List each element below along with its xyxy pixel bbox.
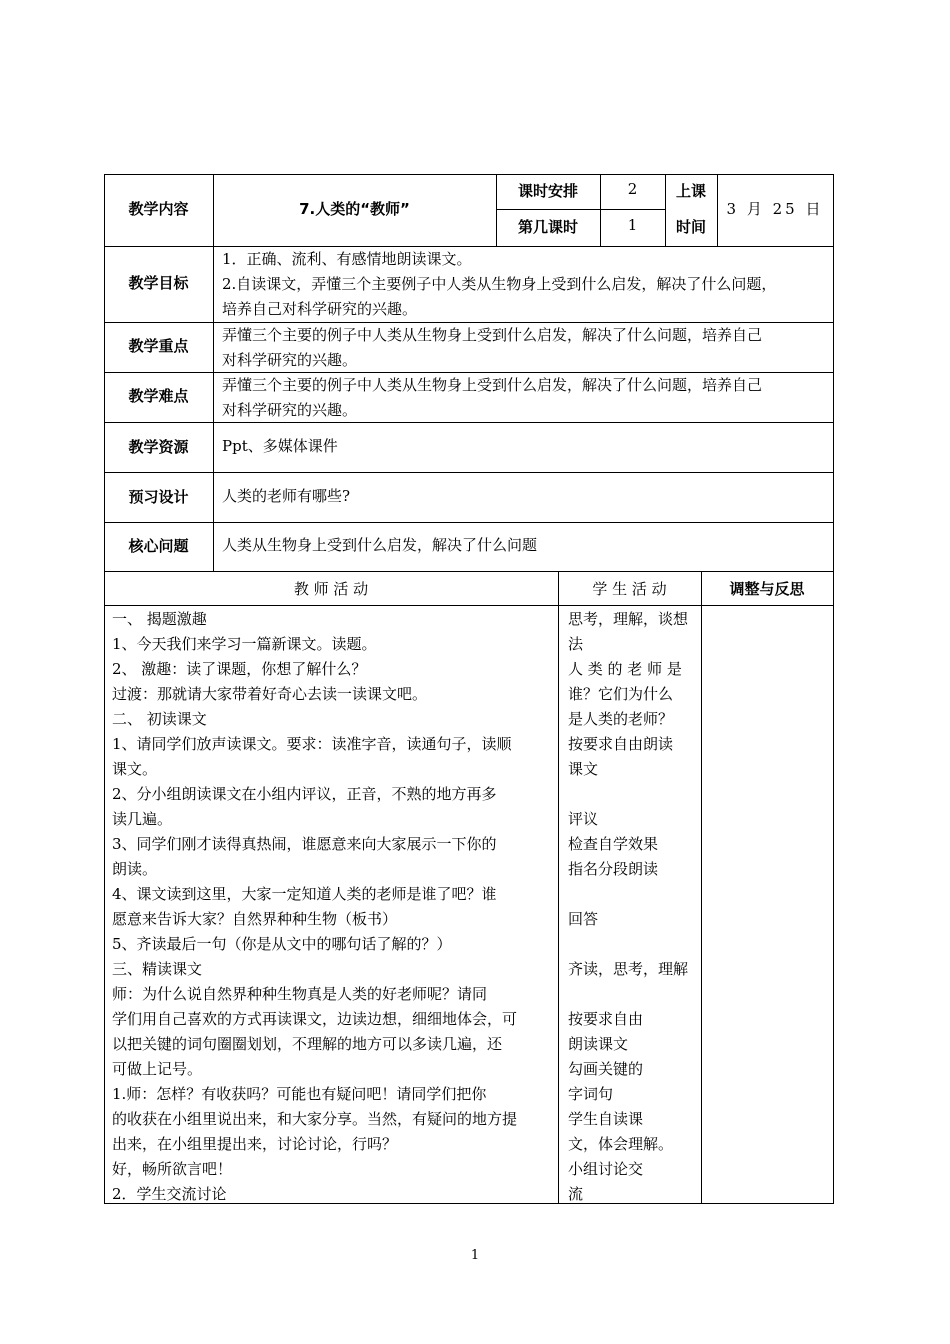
teacher-activity-line: 课文。 <box>112 760 158 778</box>
teacher-activity-line: 以把关键的词句圈圈划划，不理解的地方可以多读几遍，还 <box>112 1035 503 1053</box>
student-activity-line: 字词句 <box>568 1085 614 1103</box>
preview-text: 人类的老师有哪些? <box>222 487 351 505</box>
preview-label: 预习设计 <box>128 488 189 506</box>
teacher-activity-line: 5、齐读最后一句（你是从文中的哪句话了解的？） <box>112 935 452 953</box>
teacher-activity-text <box>112 607 553 1207</box>
teacher-activity-line: 1、请同学们放声读课文。要求：读准字音，读通句子，读顺 <box>112 735 512 753</box>
page-number: 1 <box>470 1248 480 1263</box>
student-activity-line <box>568 932 696 957</box>
student-activity-line: 文，体会理解。 <box>568 1135 674 1153</box>
content-label: 教学内容 <box>128 200 189 218</box>
difficult-points-line: 弄懂三个主要的例子中人类从生物身上受到什么启发，解决了什么问题，培养自己 <box>222 376 763 394</box>
lesson-number-value: 1 <box>627 216 638 234</box>
student-activity-line: 评议 <box>568 810 599 828</box>
student-activity-line: 谁？它们为什么 <box>568 685 674 703</box>
class-date-value: 3 月 25 日 <box>726 200 824 218</box>
teacher-activity-line: 2．学生交流讨论 <box>112 1185 227 1203</box>
goals-text <box>222 247 827 322</box>
student-activity-line: 回答 <box>568 910 599 928</box>
adjust-reflect-header: 调整与反思 <box>729 580 805 598</box>
teacher-activity-line: 1.师：怎样？有收获吗？可能也有疑问吧！请同学们把你 <box>112 1085 487 1103</box>
student-activity-line: 指名分段朗读 <box>568 860 659 878</box>
student-activity-line: 是人类的老师？ <box>568 710 674 728</box>
resources-text: Ppt、多媒体课件 <box>222 437 338 455</box>
class-time-label-top: 上课 <box>675 182 706 200</box>
difficult-points-text <box>222 373 827 423</box>
core-question-text: 人类从生物身上受到什么启发，解决了什么问题 <box>222 536 538 554</box>
student-activity-line <box>568 982 696 1007</box>
teacher-activity-line: 三、精读课文 <box>112 960 203 978</box>
student-activity-line <box>568 782 696 807</box>
teacher-activity-line: 4、课文读到这里，大家一定知道人类的老师是谁了吧？谁 <box>112 885 497 903</box>
teacher-activity-line: 2、 激趣：读了课题，你想了解什么？ <box>112 660 367 678</box>
teacher-activity-line: 1、今天我们来学习一篇新课文。读题。 <box>112 635 377 653</box>
key-points-label: 教学重点 <box>128 337 189 355</box>
teacher-activity-line: 二、 初读课文 <box>112 710 207 728</box>
student-activity-line: 勾画关键的 <box>568 1060 644 1078</box>
teacher-activity-line: 朗读。 <box>112 860 158 878</box>
student-activity-line: 按要求自由朗读 <box>568 735 674 753</box>
goals-line: 培养自己对科学研究的兴趣。 <box>222 300 418 318</box>
student-activity-line: 课文 <box>568 760 599 778</box>
student-activity-text <box>568 607 696 1207</box>
student-activity-line: 检查自学效果 <box>568 835 659 853</box>
student-activity-line: 流 <box>568 1185 584 1203</box>
teacher-activity-line: 好，畅所欲言吧！ <box>112 1160 233 1178</box>
student-activity-line <box>568 882 696 907</box>
schedule-value: 2 <box>627 180 638 198</box>
goals-line: 1．正确、流利、有感情地朗读课文。 <box>222 250 472 268</box>
difficult-points-line: 对科学研究的兴趣。 <box>222 401 358 419</box>
student-activity-line: 齐读，思考，理解 <box>568 960 689 978</box>
key-points-line: 弄懂三个主要的例子中人类从生物身上受到什么启发，解决了什么问题，培养自己 <box>222 326 763 344</box>
goals-label: 教学目标 <box>128 274 189 292</box>
core-question-label: 核心问题 <box>128 537 189 555</box>
teacher-activity-line: 学们用自己喜欢的方式再读课文，边读边想，细细地体会，可 <box>112 1010 518 1028</box>
difficult-points-label: 教学难点 <box>128 387 189 405</box>
teacher-activity-line: 的收获在小组里说出来，和大家分享。当然，有疑问的地方提 <box>112 1110 518 1128</box>
student-activity-line: 按要求自由 <box>568 1010 644 1028</box>
teacher-activity-line: 师：为什么说自然界种种生物真是人类的好老师呢？请同 <box>112 985 488 1003</box>
student-activity-line: 朗读课文 <box>568 1035 629 1053</box>
student-activity-line: 思考，理解，谈想 <box>568 610 689 628</box>
teacher-activity-line: 2、分小组朗读课文在小组内评议，正音，不熟的地方再多 <box>112 785 497 803</box>
lesson-title: 7.人类的“教师” <box>299 200 410 218</box>
goals-line: 2.自读课文，弄懂三个主要例子中人类从生物身上受到什么启发，解决了什么问题， <box>222 275 777 293</box>
teacher-activity-line: 3、同学们刚才读得真热闹，谁愿意来向大家展示一下你的 <box>112 835 497 853</box>
student-activity-line: 小组讨论交 <box>568 1160 644 1178</box>
class-time-label-bottom: 时间 <box>675 218 706 236</box>
teacher-activity-line: 愿意来告诉大家？自然界种种生物（板书） <box>112 910 398 928</box>
teacher-activity-line: 可做上记号。 <box>112 1060 203 1078</box>
student-activity-line: 法 <box>568 635 584 653</box>
student-activity-header: 学 生 活 动 <box>592 580 667 598</box>
teacher-activity-line: 过渡：那就请大家带着好奇心去读一读课文吧。 <box>112 685 428 703</box>
resources-label: 教学资源 <box>128 438 189 456</box>
schedule-label: 课时安排 <box>517 182 578 200</box>
student-activity-line: 学生自读课 <box>568 1110 644 1128</box>
student-activity-line: 人 类 的 老 师 是 <box>568 660 682 678</box>
teacher-activity-header: 教 师 活 动 <box>293 580 369 598</box>
lesson-number-label: 第几课时 <box>517 218 578 236</box>
teacher-activity-line: 读几遍。 <box>112 810 173 828</box>
teacher-activity-line: 出来，在小组里提出来，讨论讨论，行吗？ <box>112 1135 398 1153</box>
teacher-activity-line: 一、 揭题激趣 <box>112 610 207 628</box>
key-points-line: 对科学研究的兴趣。 <box>222 351 358 369</box>
key-points-text <box>222 323 827 373</box>
